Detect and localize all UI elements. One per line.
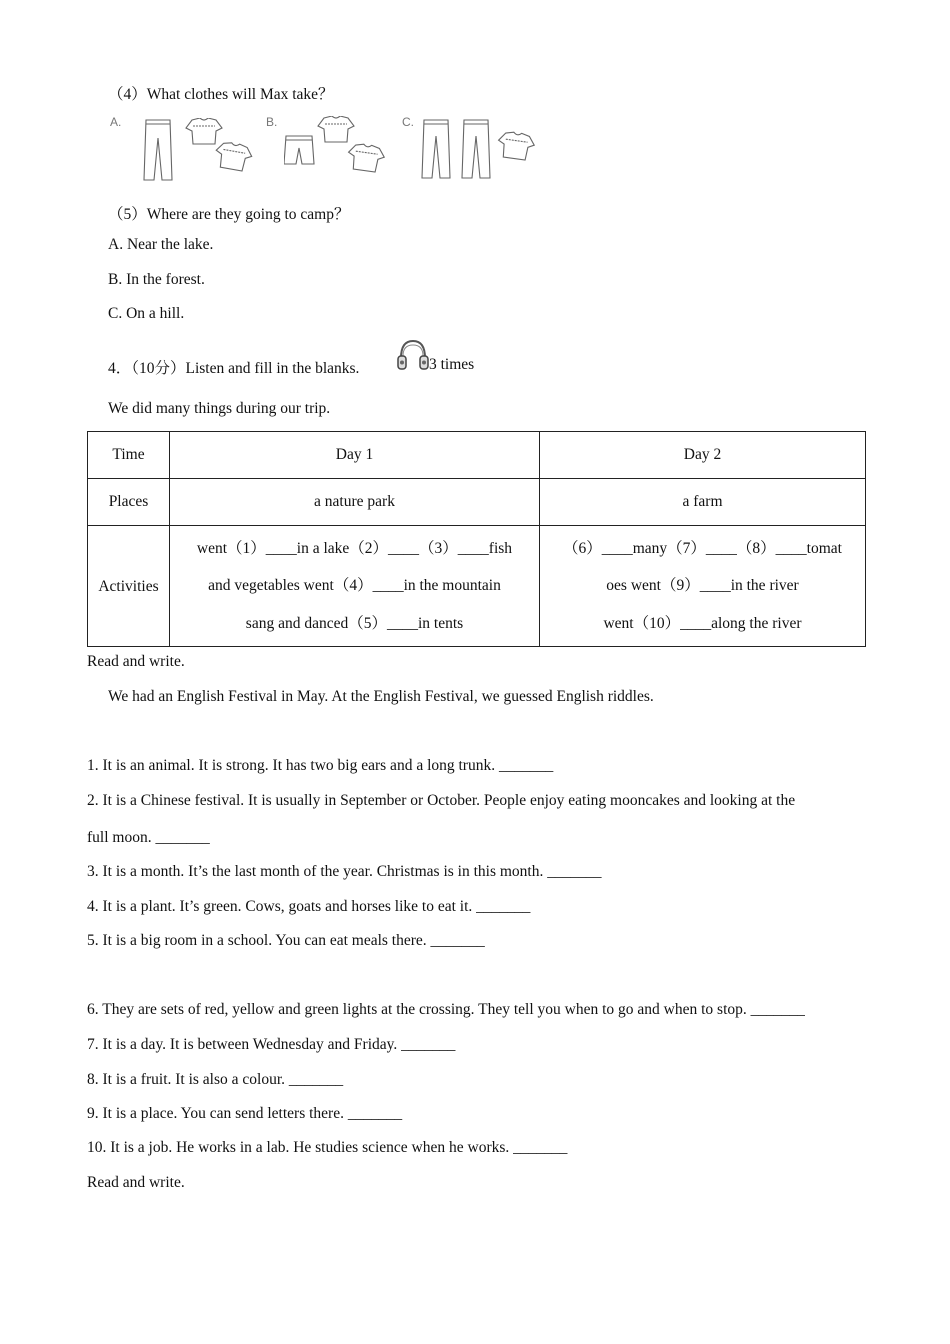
option-a-label: A. [110,115,122,129]
riddle-5[interactable]: 5. It is a big room in a school. You can eat meals there. _______ [87,932,485,949]
riddle-2-continued[interactable]: full moon. _______ [87,829,210,846]
riddle-10[interactable]: 10. It is a job. He works in a lab. He studies science when he works. _______ [87,1139,568,1156]
t-shirt-icon [186,118,222,144]
riddle-2[interactable]: 2. It is a Chinese festival. It is usually in September or October. People enjoy eating mooncakes and looking at the [87,792,796,809]
day-2-place: a farm [540,479,866,526]
table-row [88,479,866,526]
day-2-activity-line[interactable]: oes went（9）____in the river [606,577,799,595]
question-4-text: （4）What clothes will Max take？ [108,86,334,103]
riddle-9[interactable]: 9. It is a place. You can send letters there. _______ [87,1105,403,1122]
option-a-clothes-image[interactable] [140,118,260,184]
long-trousers-icon [462,120,490,178]
option-b-label: B. [266,115,278,129]
activities-label-cell [88,526,170,647]
riddle-8[interactable]: 8. It is a fruit. It is also a colour. _______ [87,1071,344,1088]
read-write-footer-heading: Read and write. [87,1174,185,1191]
question-5-text: （5）Where are they going to camp？ [108,206,350,223]
t-shirt-icon [318,116,354,142]
places-label: Places [88,479,170,526]
day-1-activity-line[interactable]: sang and danced（5）____in tents [245,614,464,632]
table-row [88,432,866,479]
riddle-7[interactable]: 7. It is a day. It is between Wednesday and Friday. _______ [87,1036,456,1053]
festival-intro: We had an English Festival in May. At the English Festival, we guessed English riddles. [108,688,654,705]
t-shirt-icon [213,140,253,172]
riddle-3[interactable]: 3. It is a month. It’s the last month of the year. Christmas is in this month. _______ [87,863,602,880]
shorts-icon [284,136,314,164]
day-1-activities [170,526,540,647]
day-2-activities [540,526,866,647]
riddle-1[interactable]: 1. It is an animal. It is strong. It has two big ears and a long trunk. _______ [87,757,554,774]
header-time: Time [88,432,170,479]
day-1-activity-line[interactable]: and vegetables went（4）____in the mountain [208,577,501,595]
q5-option-c[interactable]: C. On a hill. [108,305,185,322]
option-c-label: C. [402,115,414,129]
trip-intro: We did many things during our trip. [108,400,331,417]
listen-times: 3 times [429,356,475,373]
option-c-clothes-image[interactable] [420,118,538,182]
headphones-icon[interactable] [396,338,430,372]
read-write-heading: Read and write. [87,653,185,670]
section-4-heading-text: 4．（10分）Listen and fill in the blanks. [108,360,360,377]
q5-option-b[interactable]: B. In the forest. [108,271,205,288]
trip-table [87,431,866,647]
riddle-6[interactable]: 6. They are sets of red, yellow and green lights at the crossing. They tell you when to go and when to stop. _______ [87,1001,805,1018]
header-day-1: Day 1 [170,432,540,479]
t-shirt-icon [346,142,385,173]
riddle-4[interactable]: 4. It is a plant. It’s green. Cows, goats and horses like to eat it. _______ [87,898,531,915]
day-2-activity-line[interactable]: went（10）____along the river [603,614,802,632]
long-trousers-icon [144,120,172,180]
day-2-activity-line[interactable]: （6）____many（7）____（8）____tomat [563,539,842,557]
header-day-2: Day 2 [540,432,866,479]
day-1-place: a nature park [170,479,540,526]
q5-option-a[interactable]: A. Near the lake. [108,236,214,253]
day-1-activity-line[interactable]: went（1）____in a lake（2）____（3）____fish [196,539,513,557]
t-shirt-icon [496,130,535,161]
section-4-heading [108,356,359,378]
activities-label: Activities [98,577,159,595]
option-b-clothes-image[interactable] [284,116,394,182]
long-trousers-icon [422,120,450,178]
table-row [88,526,866,647]
